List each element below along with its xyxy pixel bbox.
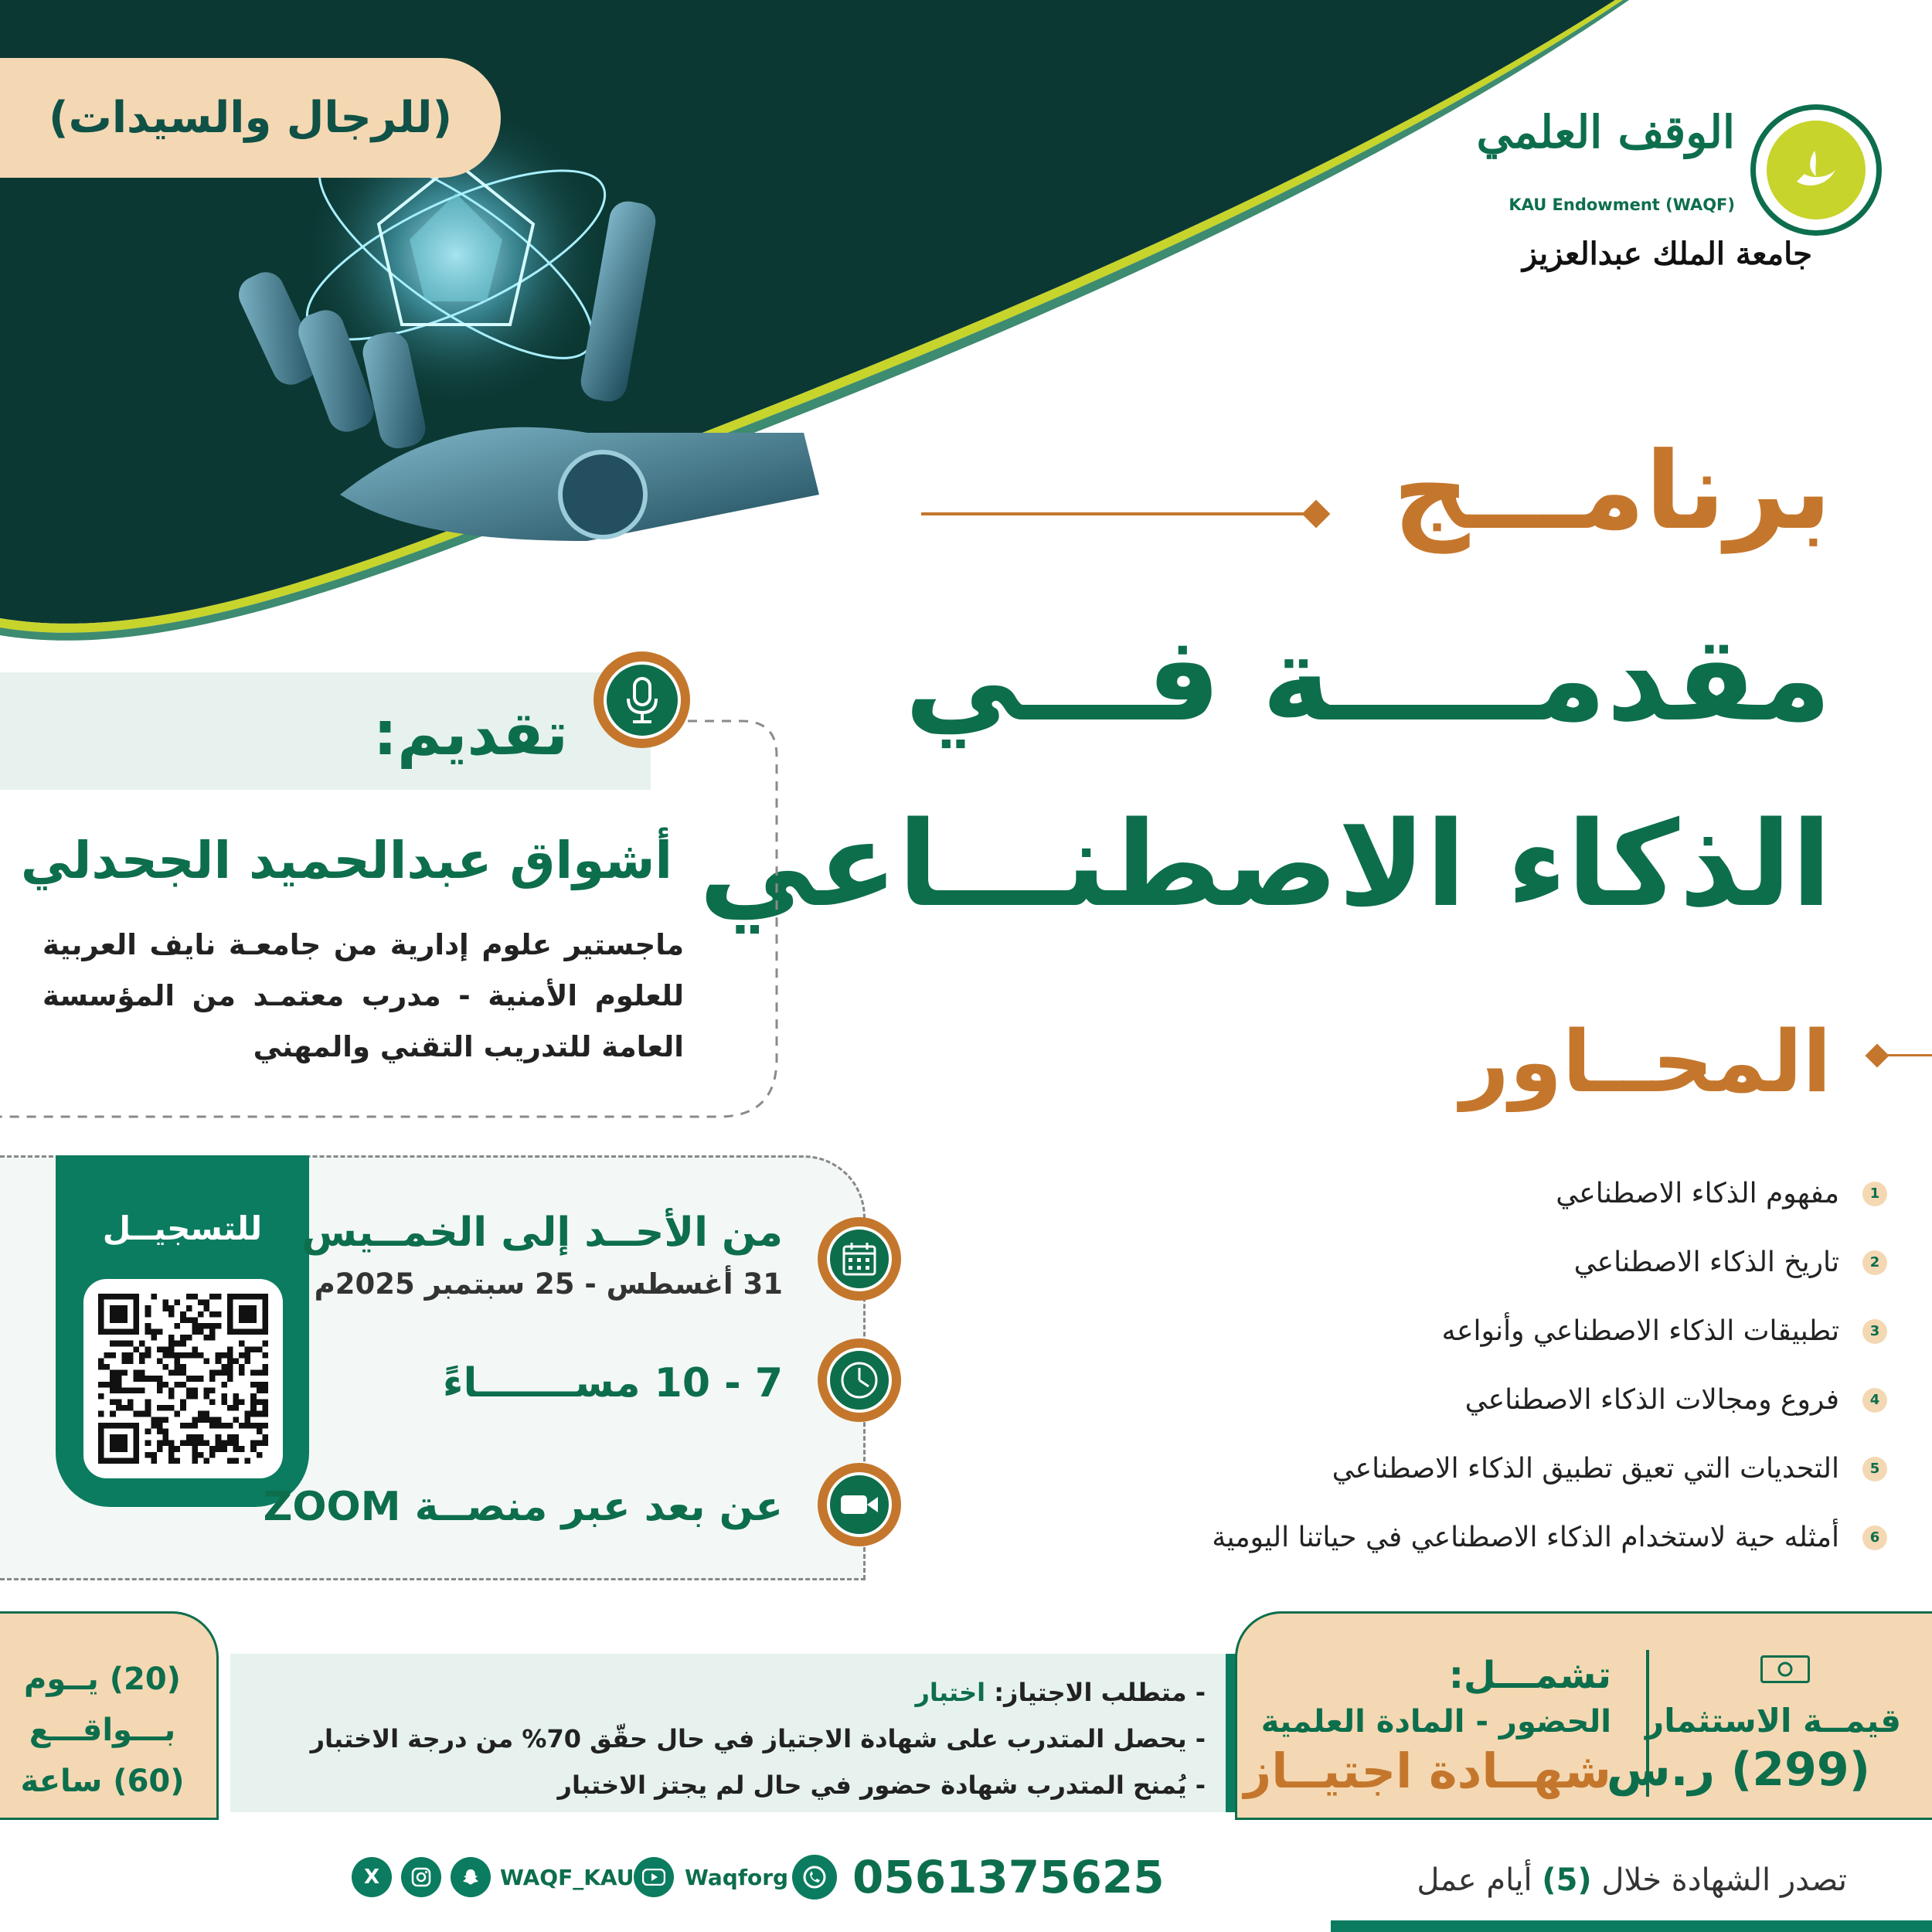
registration-label[interactable]: للتسجيــل <box>102 1209 263 1247</box>
certificate-note <box>1417 1862 1847 1898</box>
snapchat-icon[interactable] <box>451 1857 491 1897</box>
list-item <box>1037 1297 1887 1366</box>
price-value: (299) ر.س <box>1606 1743 1870 1797</box>
topic-text: تطبيقات الذكاء الاصطناعي وأنواعه <box>1441 1315 1839 1347</box>
topic-number: 5 <box>1862 1457 1887 1481</box>
website-row <box>634 1857 788 1897</box>
university-name: جامعة الملك عبدالعزيز <box>1522 236 1812 272</box>
schedule-time: 7 - 10 مســـــــاءً <box>442 1360 783 1406</box>
duration-days: (20) يــوم <box>24 1662 181 1697</box>
list-item <box>1037 1366 1887 1434</box>
clock-icon <box>818 1338 901 1422</box>
list-item <box>1037 1503 1887 1572</box>
youtube-icon[interactable] <box>634 1857 674 1897</box>
contact-row <box>792 1851 1165 1903</box>
topic-number: 3 <box>1862 1319 1887 1344</box>
includes-certificate: شهــادة اجتيــاز <box>1243 1743 1611 1799</box>
presenter-name: أشواق عبدالحميد الجحدلي <box>20 831 672 890</box>
program-title-line-1: مقدمـــــة فـــي <box>904 611 1832 747</box>
requirement-value: اختبار <box>915 1678 986 1707</box>
topic-text: فروع ومجالات الذكاء الاصطناعي <box>1464 1384 1839 1416</box>
cash-icon <box>1760 1655 1810 1683</box>
list-item <box>1037 1434 1887 1503</box>
topic-text: مفهوم الذكاء الاصطناعي <box>1556 1178 1839 1209</box>
list-item <box>1037 1228 1887 1297</box>
cert-note-number: (5) <box>1542 1862 1592 1898</box>
kau-waqf-logo <box>1476 89 1882 290</box>
x-icon[interactable]: X <box>352 1857 392 1897</box>
logo-english-text: KAU Endowment (WAQF) <box>1509 196 1735 214</box>
topics-heading: المحــاور <box>1460 1012 1832 1111</box>
audience-badge: (للرجال والسيدات) <box>0 58 501 178</box>
waqf-emblem-icon <box>1750 104 1882 236</box>
program-title-line-2: الذكاء الاصطنـــاعي <box>699 796 1832 933</box>
cert-note-suffix: أيام عمل <box>1417 1862 1543 1898</box>
requirement-line-3: - يُمنح المتدرب شهادة حضور في حال لم يجتز الاختبار <box>557 1770 1206 1800</box>
includes-title: تشمـــل: <box>1448 1654 1611 1697</box>
whatsapp-icon[interactable] <box>792 1855 837 1900</box>
registration-qr-code[interactable] <box>83 1279 283 1478</box>
schedule-platform: عن بعد عبر منصــة ZOOM <box>263 1484 783 1530</box>
topic-number: 1 <box>1862 1182 1887 1206</box>
topic-text: تاريخ الذكاء الاصطناعي <box>1573 1247 1839 1278</box>
presenter-label: تقديم: <box>372 699 568 769</box>
title-rule <box>921 512 1311 515</box>
includes-items: الحضور - المادة العلمية <box>1260 1704 1611 1740</box>
topic-number: 2 <box>1862 1250 1887 1275</box>
topic-text: أمثله حية لاستخدام الذكاء الاصطناعي في حياتنا اليومية <box>1212 1522 1839 1553</box>
topic-text: التحديات التي تعيق تطبيق الذكاء الاصطناعي <box>1332 1453 1839 1485</box>
footer-accent-bar <box>1331 1920 1932 1932</box>
requirement-line-2: - يحصل المتدرب على شهادة الاجتياز في حال حقّق 70% من درجة الاختبار <box>310 1724 1206 1753</box>
instagram-icon[interactable] <box>401 1857 441 1897</box>
duration-text <box>0 1654 205 1807</box>
presenter-bio: ماجستير علوم إدارية من جامعـة نايف العربية للعلوم الأمنية - مدرب معتمـد من المؤسسة العامة للتدريب التقني والمهني <box>43 928 684 1063</box>
requirements-text <box>311 1669 1206 1808</box>
calendar-icon <box>818 1217 901 1301</box>
duration-connector: بـــواقـــع <box>29 1713 176 1748</box>
cert-note-prefix: تصدر الشهادة خلال <box>1591 1862 1847 1898</box>
microphone-icon <box>594 651 690 748</box>
logo-arabic-text: الوقف العلمي <box>1476 106 1735 158</box>
duration-hours: (60) ساعة <box>20 1764 185 1799</box>
program-label: برنامـــج <box>1393 429 1832 553</box>
price-label: قيمــة الاستثمار <box>1645 1702 1901 1740</box>
schedule-days: من الأحــد إلى الخمــيس <box>301 1209 783 1256</box>
requirement-line-1 <box>311 1669 1206 1716</box>
qr-code-icon[interactable] <box>98 1294 268 1464</box>
social-row <box>352 1857 634 1897</box>
social-handle[interactable]: WAQF_KAU <box>500 1864 634 1890</box>
phone-number[interactable]: 0561375625 <box>852 1851 1165 1903</box>
video-camera-icon <box>818 1463 901 1546</box>
website-handle[interactable]: Waqforg <box>685 1864 789 1890</box>
schedule-dates: 31 أغسطس - 25 سبتمبر 2025م <box>314 1267 783 1301</box>
topics-list <box>1037 1159 1887 1572</box>
requirement-label: - متطلب الاجتياز: <box>985 1678 1206 1707</box>
topics-rule <box>1882 1054 1932 1056</box>
list-item <box>1037 1159 1887 1228</box>
topic-number: 4 <box>1862 1388 1887 1413</box>
topic-number: 6 <box>1862 1526 1887 1550</box>
